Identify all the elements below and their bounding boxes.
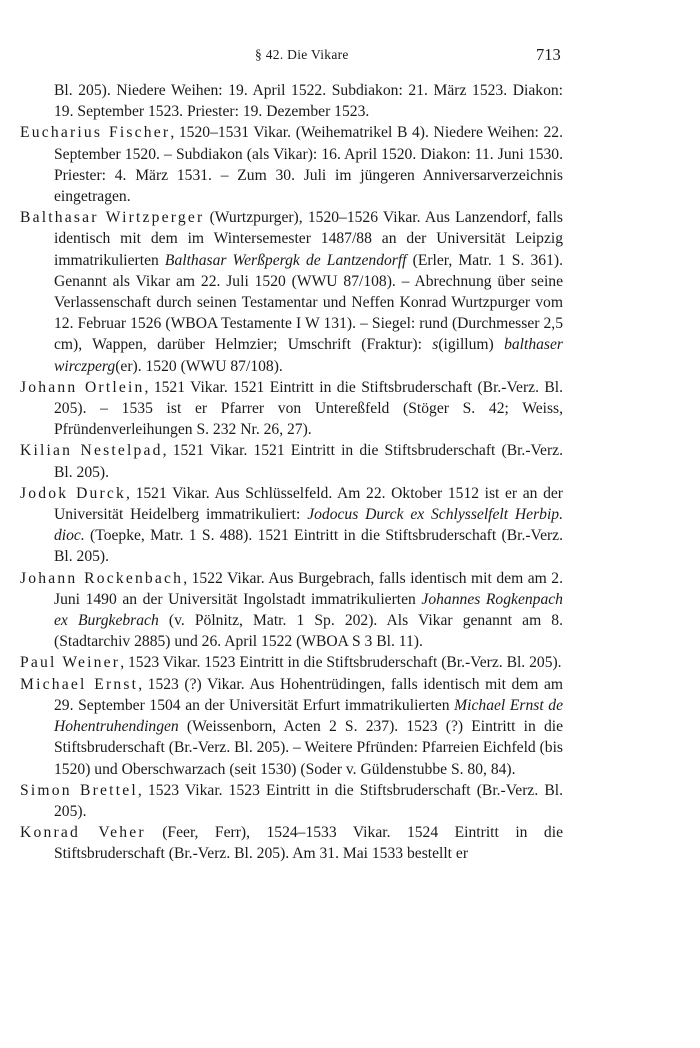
entry-text: , 1523 (?) Vikar. Aus Hohentrüdingen, falls identisch mit dem am 29. September 1504 an der Universität Erfurt immatrikulierten <box>54 675 563 714</box>
entry-text: (Toepke, Matr. 1 S. 488). 1521 Eintritt in die Stiftsbruderschaft (Br.-Verz. Bl. 205). <box>54 527 563 566</box>
entry-name: Konrad Veher <box>20 824 146 842</box>
entry-text: , 1523 Vikar. 1523 Eintritt in die Stiftsbruderschaft (Br.-Verz. Bl. 205). <box>54 781 563 820</box>
entry-text: , 1521 Vikar. 1521 Eintritt in die Stiftsbruderschaft (Br.-Verz. Bl. 205). – 1535 ist er Pfarrer von Untereßfeld (Stöger S. 42; Weiss, Pfründenverleihungen S. 232 Nr. 26, 27). <box>54 378 563 439</box>
entry-johann-rockenbach <box>20 568 563 653</box>
page-number: 713 <box>536 45 561 64</box>
entry-italic-quote: Johannes Rogkenpach ex Burgkebrach <box>54 590 563 630</box>
entry-balthasar-wirtzperger <box>20 207 563 377</box>
entry-italic-quote: s <box>432 336 439 354</box>
page-body <box>20 80 563 865</box>
entry-name: Simon Brettel <box>20 781 138 799</box>
entry-michael-ernst <box>20 674 563 780</box>
entry-jodok-durck <box>20 483 563 568</box>
page-header <box>0 47 700 69</box>
entry-text: (igillum) <box>438 336 505 354</box>
entry-text: (Weissenborn, Acten 2 S. 237). 1523 (?) Eintritt in die Stiftsbruderschaft (Br.-Verz. Bl. 205). – Weitere Pfründen: Pfarreien Eichfeld (bis 1520) und Oberschwarzach (seit 1530) (Soder v. Güldenstubbe S. 80, 84). <box>54 718 564 778</box>
entry-konrad-veher <box>20 822 563 864</box>
entry-italic-quote: Jodocus Durck ex Schlysselfelt Herbip. dioc. <box>54 506 563 545</box>
entry-eucharius-fischer <box>20 122 563 207</box>
entry-name: Kilian Nestelpad <box>20 442 163 460</box>
continuation-paragraph: Bl. 205). Niedere Weihen: 19. April 1522. Subdiakon: 21. März 1523. Diakon: 19. September 1523. Priester: 19. Dezember 1523. <box>54 82 563 121</box>
entry-text: (v. Pölnitz, Matr. 1 Sp. 202). Als Vikar genannt am 8. (Stadtarchiv 2885) und 26. April 1522 (WBOA S 3 Bl. 11). <box>54 612 563 651</box>
entry-name: Jodok Durck <box>20 484 127 502</box>
entry-name: Johann Rockenbach <box>20 569 184 587</box>
entry-johann-ortlein <box>20 377 563 441</box>
entry-text: , 1520–1531 Vikar. (Weihematrikel B 4). Niedere Weihen: 22. September 1520. – Subdiakon (als Vikar): 16. April 1520. Diakon: 11. Juni 1530. Priester: 4. März 1531. – Zum 30. Juli im jüngeren Anniversarverzeichnis eingetragen. <box>54 124 564 206</box>
entry-kilian-nestelpad <box>20 440 563 482</box>
entry-italic-quote: Michael Ernst de Hohentruhendingen <box>54 696 563 736</box>
entry-italic-quote: Balthasar Werßpergk de Lantzendorff <box>164 251 407 269</box>
entry-name: Paul Weiner <box>20 654 121 672</box>
running-title: § 42. Die Vikare <box>255 47 349 62</box>
entry-name: Johann Ortlein <box>20 378 145 396</box>
entry-text: , 1522 Vikar. Aus Burgebrach, falls identisch mit dem am 2. Juni 1490 an der Universität Ingolstadt immatrikulierten <box>54 569 563 608</box>
entry-text: (Feer, Ferr), 1524–1533 Vikar. 1524 Eintritt in die Stiftsbruderschaft (Br.-Verz. Bl. 205). Am 31. Mai 1533 bestellt er <box>54 824 563 863</box>
entry-text: , 1521 Vikar. Aus Schlüsselfeld. Am 22. Oktober 1512 ist er an der Universität Heidelberg immatrikuliert: <box>54 484 563 524</box>
entry-name: Balthasar Wirtzperger <box>20 209 205 227</box>
entry-italic-quote: balthaser wirczperg <box>54 336 563 375</box>
entry-paul-weiner <box>20 652 563 673</box>
entry-simon-brettel <box>20 780 563 822</box>
entry-name: Michael Ernst <box>20 675 139 693</box>
entry-text: , 1521 Vikar. 1521 Eintritt in die Stiftsbruderschaft (Br.-Verz. Bl. 205). <box>54 442 563 481</box>
entry-text: (er). 1520 (WWU 87/108). <box>115 357 283 375</box>
entry-text: (Wurtzpurger), 1520–1526 Vikar. Aus Lanzendorf, falls identisch mit dem im Wintersemester 1487/88 an der Universität Leipzig immatrikulierten <box>54 209 563 269</box>
entry-text: , 1523 Vikar. 1523 Eintritt in die Stiftsbruderschaft (Br.-Verz. Bl. 205). <box>120 654 562 672</box>
entry-name: Eucharius Fischer <box>20 124 171 142</box>
entry-text: (Erler, Matr. 1 S. 361). Genannt als Vikar am 22. Juli 1520 (WWU 87/108). – Abrechnung über seine Verlassenschaft durch seinen Testamentar und Neffen Konrad Wurtzpurger vom 12. Februar 1526 (WBOA Testamente I W 131). – Siegel: rund (Durchmesser 2,5 cm), Wappen, darüber Helmzier; Umschrift (Fraktur): <box>54 251 563 354</box>
